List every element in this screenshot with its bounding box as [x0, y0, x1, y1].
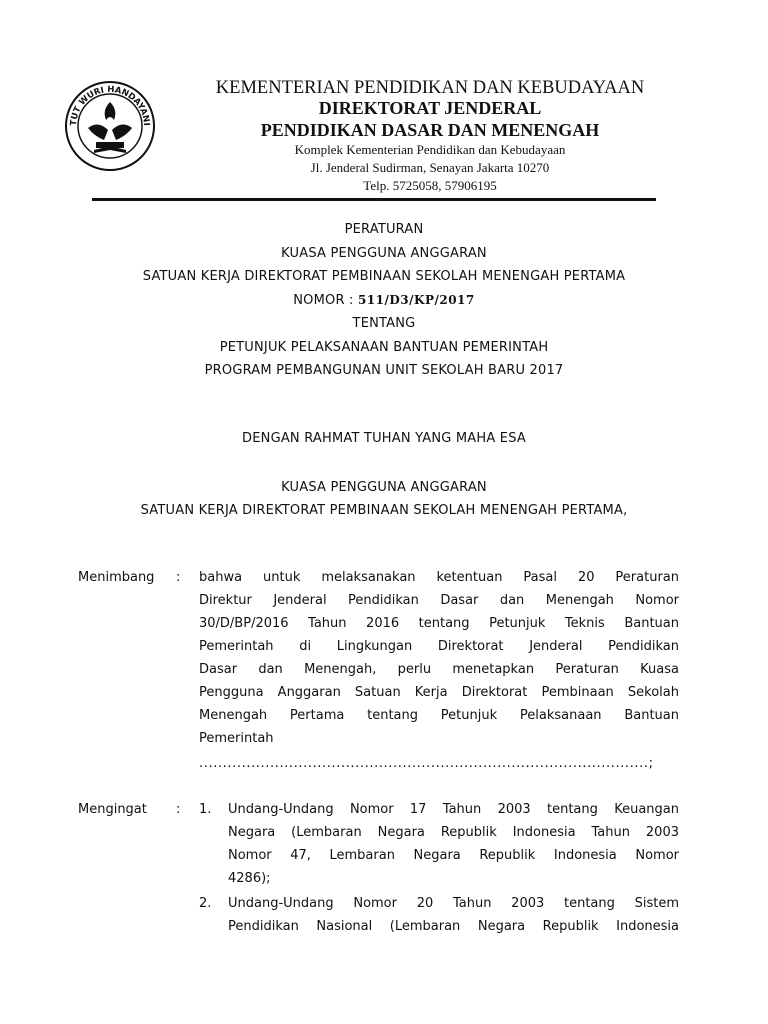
authority-line-1: KUASA PENGGUNA ANGGARAN [281, 480, 487, 495]
list-item [228, 798, 679, 890]
address-line-1: Komplek Kementerian Pendidikan dan Kebudayaan [294, 142, 566, 157]
item-line: Pendidikan Nasional (Lembaran Negara Republik Indonesia [228, 919, 679, 934]
address-line-2: Jl. Jenderal Sudirman, Senayan Jakarta 10270 [310, 160, 550, 175]
item-line: Undang-Undang Nomor 17 Tahun 2003 tentang Keuangan [228, 802, 679, 817]
item-line: Undang-Undang Nomor 20 Tahun 2003 tentang Sistem [228, 896, 679, 911]
menimbang-paragraph [199, 566, 679, 750]
title-tentang: TENTANG [352, 316, 416, 331]
letterhead-divider [92, 198, 656, 201]
paragraph-line: Pemerintah [199, 731, 274, 746]
directorate-name: DIREKTORAT JENDERAL [318, 98, 542, 118]
paragraph-line: Dasar dan Menengah, perlu menetapkan Peraturan Kuasa [199, 662, 679, 677]
paragraph-line: Direktur Jenderal Pendidikan Dasar dan Menengah Nomor [199, 593, 679, 608]
dotted-fill-line: ...............................................................................................; [199, 756, 654, 771]
blessing-line: DENGAN RAHMAT TUHAN YANG MAHA ESA [242, 431, 526, 446]
mengingat-label: Mengingat [78, 802, 147, 817]
title-subject-2: PROGRAM PEMBANGUNAN UNIT SEKOLAH BARU 2017 [204, 363, 564, 378]
menimbang-label: Menimbang [78, 570, 155, 585]
paragraph-line: Pengguna Anggaran Satuan Kerja Direktorat Pembinaan Sekolah [199, 685, 679, 700]
list-item-number: 1. [199, 802, 212, 817]
item-line: 4286); [228, 871, 271, 886]
mengingat-colon: : [176, 802, 181, 817]
paragraph-line: Menengah Pertama tentang Petunjuk Pelaksanaan Bantuan [199, 708, 679, 723]
item-line: Negara (Lembaran Negara Republik Indonesia Tahun 2003 [228, 825, 679, 840]
paragraph-line: Pemerintah di Lingkungan Direktorat Jenderal Pendidikan [199, 639, 679, 654]
item-line: Nomor 47, Lembaran Negara Republik Indonesia Nomor [228, 848, 679, 863]
phone-line: Telp. 5725058, 57906195 [363, 178, 497, 193]
paragraph-line: bahwa untuk melaksanakan ketentuan Pasal 20 Peraturan [199, 570, 679, 585]
title-subject-1: PETUNJUK PELAKSANAAN BANTUAN PEMERINTAH [219, 340, 549, 355]
title-nomor [0, 293, 768, 308]
list-item [228, 892, 679, 938]
division-name: PENDIDIKAN DASAR DAN MENENGAH [260, 120, 600, 140]
list-item-number: 2. [199, 896, 212, 911]
title-satuan-kerja: SATUAN KERJA DIREKTORAT PEMBINAAN SEKOLAH MENENGAH PERTAMA [142, 269, 626, 284]
svg-text:TUT WURI HANDAYANI: TUT WURI HANDAYANI [68, 84, 152, 127]
paragraph-line: 30/D/BP/2016 Tahun 2016 tentang Petunjuk Teknis Bantuan [199, 616, 679, 631]
nomor-value: 511/D3/KP/2017 [357, 293, 475, 307]
title-peraturan: PERATURAN [344, 222, 424, 237]
tut-wuri-handayani-logo-icon [64, 80, 156, 172]
ministry-name: KEMENTERIAN PENDIDIKAN DAN KEBUDAYAAN [215, 78, 645, 98]
menimbang-colon: : [176, 570, 181, 585]
nomor-label: NOMOR : [293, 293, 354, 308]
title-kuasa: KUASA PENGGUNA ANGGARAN [281, 246, 487, 261]
authority-line-2: SATUAN KERJA DIREKTORAT PEMBINAAN SEKOLAH MENENGAH PERTAMA, [140, 503, 628, 518]
